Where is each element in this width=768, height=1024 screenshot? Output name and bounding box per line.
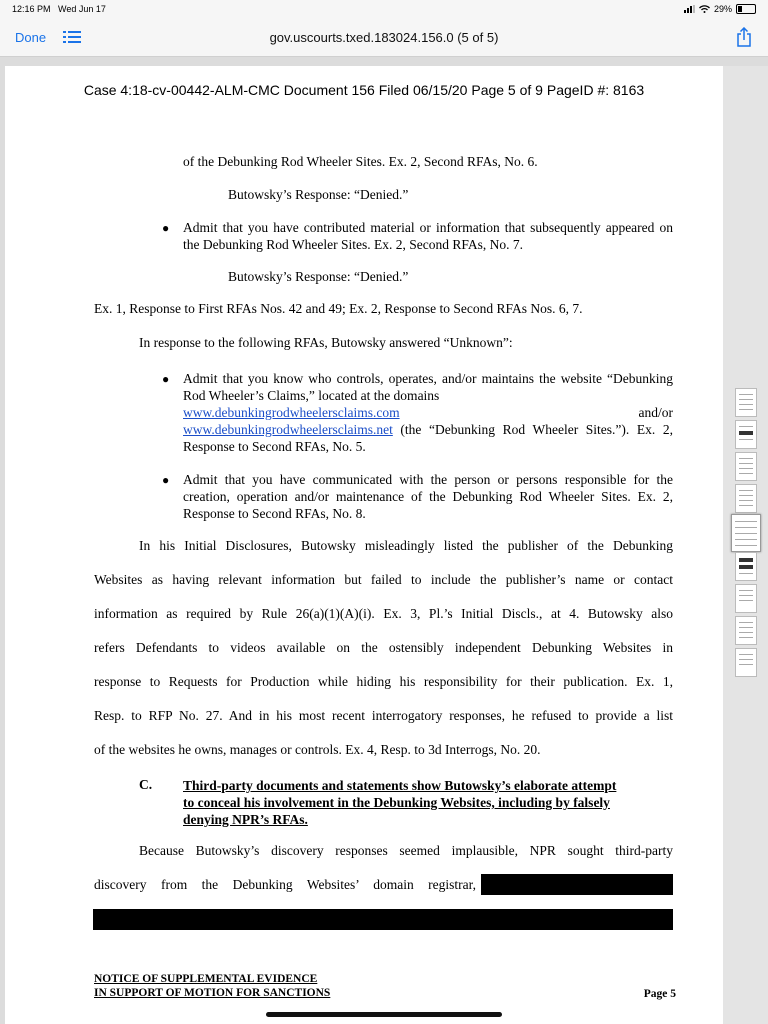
bullet-item (183, 370, 673, 455)
wifi-icon (699, 5, 710, 13)
redaction-block (481, 874, 673, 895)
bullet-item: Admit that you have contributed material or information that subsequently appeared on the Debunking Rod Wheeler Sites. Ex. 2, Second RFAs, No. 7. (183, 220, 673, 252)
domain-link-com[interactable]: www.debunkingrodwheelersclaims.com (183, 405, 400, 420)
footer-line: IN SUPPORT OF MOTION FOR SANCTIONS (94, 987, 331, 999)
page-thumbnail[interactable] (735, 388, 757, 417)
heading-line: Third-party documents and statements show Butowsky’s elaborate attempt (183, 778, 617, 793)
response-text: Butowsky’s Response: “Denied.” (228, 187, 409, 202)
thumbnail-sidebar[interactable] (723, 66, 768, 1024)
document-page (5, 66, 723, 1024)
home-indicator[interactable] (266, 1012, 502, 1017)
page-thumbnail[interactable] (735, 648, 757, 677)
footer-line: NOTICE OF SUPPLEMENTAL EVIDENCE (94, 973, 318, 985)
heading-line: denying NPR’s RFAs. (183, 812, 308, 827)
footer-page-number: Page 5 (643, 988, 676, 1000)
signal-icon (684, 5, 695, 13)
share-icon[interactable] (736, 27, 752, 47)
bullet-text: Admit that you know who controls, operates, and/or maintains the website “Debunking Rod Wheeler’s Claims,” located at the domains (183, 371, 673, 403)
footer-title (94, 972, 330, 1000)
heading-line: to conceal his involvement in the Debunking Websites, including by falsely (183, 795, 610, 810)
status-bar (0, 0, 768, 20)
paragraph-line: In his Initial Disclosures, Butowsky misleadingly listed the publisher of the Debunking (139, 538, 673, 553)
page-thumbnail[interactable] (735, 452, 757, 481)
text-line: In response to the following RFAs, Butowsky answered “Unknown”: (139, 335, 513, 350)
section-heading (183, 777, 673, 828)
paragraph-line: information as required by Rule 26(a)(1)(A)(i). Ex. 3, Pl.’s Initial Discls., at 4. Butowsky also (94, 606, 673, 621)
paragraph-line: of the websites he owns, manages or controls. Ex. 4, Resp. to 3d Interrogs, No. 20. (94, 742, 541, 757)
redaction-block (93, 909, 673, 930)
paragraph-line: Because Butowsky’s discovery responses seemed implausible, NPR sought third-party (139, 843, 673, 858)
bullet-dot: ● (162, 372, 170, 386)
bullet-text: (the “Debunking Rod Wheeler Sites.”). Ex. 2, Response to Second RFAs, No. 5. (183, 422, 673, 454)
page-thumbnail[interactable] (735, 420, 757, 449)
done-button[interactable]: Done (15, 30, 47, 45)
response-text: Butowsky’s Response: “Denied.” (228, 269, 409, 284)
status-right (684, 4, 756, 14)
case-header: Case 4:18-cv-00442-ALM-CMC Document 156 Filed 06/15/20 Page 5 of 9 PageID #: 8163 (83, 82, 645, 98)
paragraph-line: Websites as having relevant information but failed to include the publisher’s name or contact (94, 572, 673, 587)
section-letter: C. (139, 777, 153, 792)
page-thumbnail[interactable] (735, 484, 757, 513)
paragraph-line: response to Requests for Production while hiding his responsibility for their publication. Ex. 1, (94, 674, 673, 689)
page-thumbnail[interactable] (735, 584, 757, 613)
bullet-dot: ● (162, 221, 170, 235)
bullet-dot: ● (162, 473, 170, 487)
paragraph-line: Resp. to RFP No. 27. And in his most recent interrogatory responses, he refused to provide a list (94, 708, 673, 723)
battery-percent: 29% (713, 4, 732, 14)
paragraph-line: discovery from the Debunking Websites’ domain registrar, (94, 877, 476, 892)
bullet-item: Admit that you have communicated with the person or persons responsible for the creation, operation and/or maintenance of the Debunking Rod Wheeler Sites. Ex. 2, Response to Second RFAs, No. 8. (183, 472, 673, 521)
page-thumbnail[interactable] (735, 616, 757, 645)
paragraph-line: refers Defendants to videos available on the ostensibly independent Debunking Websites in (94, 640, 673, 655)
domain-link-net[interactable]: www.debunkingrodwheelersclaims.net (183, 422, 393, 437)
text-line: of the Debunking Rod Wheeler Sites. Ex. 2, Second RFAs, No. 6. (183, 154, 538, 169)
page-thumbnail-current[interactable] (731, 514, 761, 552)
status-time: 12:16 PM Wed Jun 17 (12, 4, 106, 14)
andor-text: and/or (638, 405, 673, 420)
text-line: Ex. 1, Response to First RFAs Nos. 42 and 49; Ex. 2, Response to Second RFAs Nos. 6, 7. (94, 301, 583, 316)
nav-bar (0, 20, 768, 57)
body-paragraph (94, 538, 673, 776)
document-title: gov.uscourts.txed.183024.156.0 (5 of 5) (269, 30, 499, 45)
page-thumbnail[interactable] (735, 552, 757, 581)
battery-icon (736, 4, 756, 14)
